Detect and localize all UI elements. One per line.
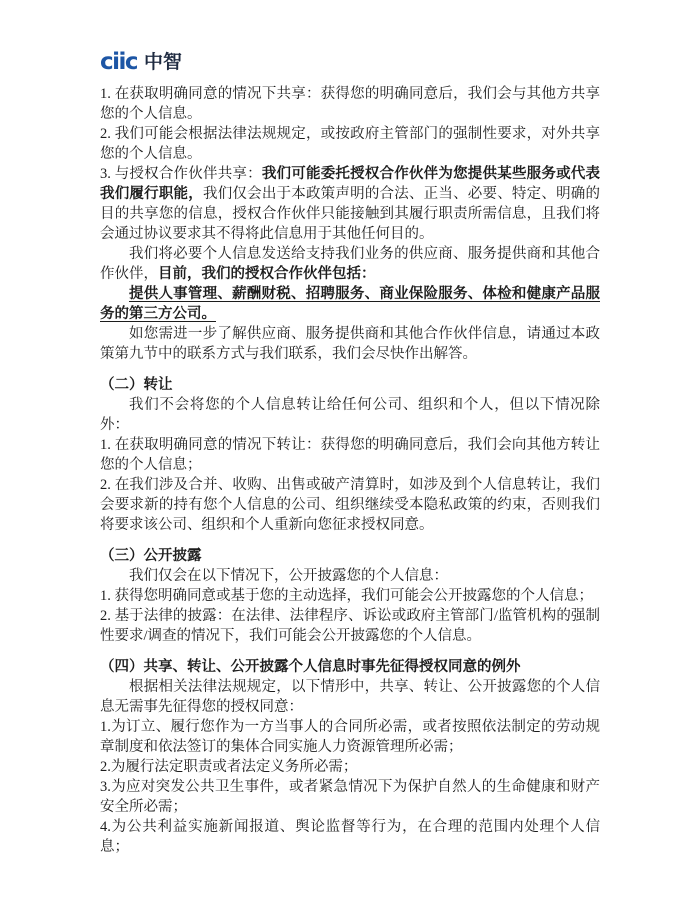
text-run: 4.为公共利益实施新闻报道、舆论监督等行为，在合理的范围内处理个人信息； xyxy=(100,819,600,855)
paragraph xyxy=(100,777,600,817)
text-run: 3.为应对突发公共卫生事件，或者紧急情况下为保护自然人的生命健康和财产安全所必需； xyxy=(100,779,600,815)
paragraph xyxy=(100,164,600,244)
ciic-logo-latin: ciic xyxy=(100,49,138,75)
text-run: 目前，我们的授权合作伙伴包括： xyxy=(158,266,376,282)
text-run: （二）转让 xyxy=(100,377,173,393)
paragraph xyxy=(100,717,600,757)
paragraph xyxy=(100,244,600,284)
text-run: 我们仅会出于本政策声明的合法、正当、必要、特定、明确的目的共享您的信息，授权合作伙伴只能接触到其履行职责所需信息，且我们将会通过协议要求其不得将此信息用于其他任何目的。 xyxy=(100,186,600,242)
text-run: 我们将必要个人信息发送给支持我们业务的供应商、服务提供商和其他合作伙伴， xyxy=(100,246,600,282)
text-run: 2.为履行法定职责或者法定义务所必需； xyxy=(100,759,358,775)
text-run: 2. 基于法律的披露：在法律、法律程序、诉讼或政府主管部门/监管机构的强制性要求/调查的情况下，我们可能会公开披露您的个人信息。 xyxy=(100,608,600,644)
text-run: 我们可能委托授权合作伙伴为您提供某些服务或代表我们履行职能， xyxy=(100,166,601,202)
section-heading xyxy=(100,375,600,395)
document-body xyxy=(100,84,600,857)
text-run: 1. 获得您明确同意或基于您的主动选择，我们可能会公开披露您的个人信息； xyxy=(100,588,593,604)
paragraph xyxy=(100,606,600,646)
text-run: 根据相关法律法规规定，以下情形中，共享、转让、公开披露您的个人信息无需事先征得您的授权同意： xyxy=(100,679,600,715)
paragraph xyxy=(100,84,600,124)
paragraph xyxy=(100,324,600,364)
text-run: 如您需进一步了解供应商、服务提供商和其他合作伙伴信息，请通过本政策第九节中的联系方式与我们联系，我们会尽快作出解答。 xyxy=(100,326,600,362)
text-run: 2. 在我们涉及合并、收购、出售或破产清算时，如涉及到个人信息转让，我们会要求新的持有您个人信息的公司、组织继续受本隐私政策的约束，否则我们将要求该公司、组织和个人重新向您征求授权同意。 xyxy=(100,477,600,533)
text-run: 1. 在获取明确同意的情况下共享：获得您的明确同意后，我们会与其他方共享您的个人信息。 xyxy=(100,86,600,122)
text-run: 1.为订立、履行您作为一方当事人的合同所必需，或者按照依法制定的劳动规章制度和依法签订的集体合同实施人力资源管理所必需； xyxy=(100,719,600,755)
text-run: 3. 与授权合作伙伴共享： xyxy=(100,166,262,182)
text-run: 1. 在获取明确同意的情况下转让：获得您的明确同意后，我们会向其他方转让您的个人信息； xyxy=(100,437,600,473)
paragraph xyxy=(100,817,600,857)
paragraph xyxy=(100,124,600,164)
paragraph xyxy=(100,566,600,586)
ciic-logo-chinese: 中智 xyxy=(144,51,183,73)
ciic-logo xyxy=(100,50,182,74)
section-heading xyxy=(100,546,600,566)
paragraph xyxy=(100,677,600,717)
paragraph xyxy=(100,475,600,535)
text-run: （三）公开披露 xyxy=(100,548,202,564)
text-run: 2. 我们可能会根据法律法规规定，或按政府主管部门的强制性要求，对外共享您的个人信息。 xyxy=(100,126,600,162)
paragraph xyxy=(100,757,600,777)
paragraph xyxy=(100,395,600,435)
paragraph xyxy=(100,435,600,475)
paragraph xyxy=(100,586,600,606)
text-run: 我们仅会在以下情况下，公开披露您的个人信息： xyxy=(129,568,448,584)
section-heading xyxy=(100,657,600,677)
text-run: 我们不会将您的个人信息转让给任何公司、组织和个人，但以下情况除外： xyxy=(100,397,600,433)
text-run: （四）共享、转让、公开披露个人信息时事先征得授权同意的例外 xyxy=(100,659,521,675)
paragraph xyxy=(100,284,600,324)
text-run: 提供人事管理、薪酬财税、招聘服务、商业保险服务、体检和健康产品服务的第三方公司。 xyxy=(100,286,600,322)
